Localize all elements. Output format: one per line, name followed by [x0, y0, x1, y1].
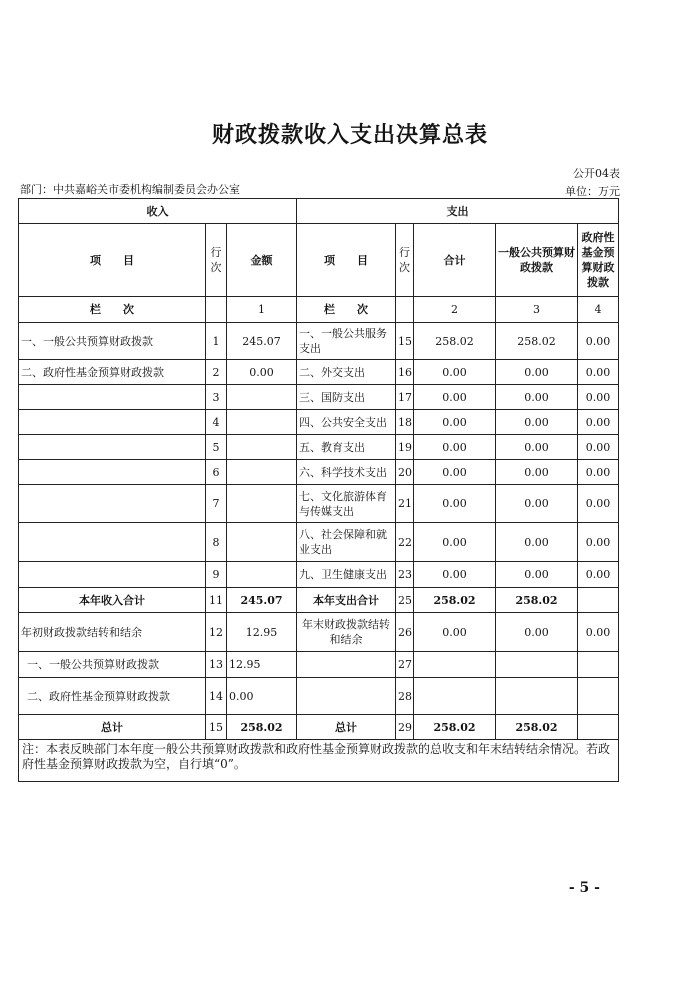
expense-fund: 0.00 [578, 435, 619, 460]
expense-row-no: 28 [396, 678, 414, 715]
expense-fund: 0.00 [578, 360, 619, 385]
income-item-header: 项 目 [19, 224, 206, 297]
expense-general: 258.02 [496, 588, 578, 613]
lanci-label: 栏 次 [297, 297, 396, 323]
expense-total: 0.00 [414, 435, 496, 460]
empty-cell [206, 297, 227, 323]
expense-fund: 0.00 [578, 323, 619, 360]
expense-item: 年末财政拨款结转和结余 [297, 613, 396, 652]
income-row-no: 15 [206, 715, 227, 740]
col-index-4: 4 [578, 297, 619, 323]
income-item: 二、政府性基金预算财政拨款 [19, 360, 206, 385]
income-amount [227, 410, 297, 435]
expense-general: 0.00 [496, 485, 578, 523]
income-amount: 12.95 [227, 613, 297, 652]
expense-fund: 0.00 [578, 485, 619, 523]
expense-total: 0.00 [414, 562, 496, 588]
col-index-1: 1 [227, 297, 297, 323]
expense-total-header: 合计 [414, 224, 496, 297]
expense-row-no: 27 [396, 652, 414, 678]
expense-fund: 0.00 [578, 385, 619, 410]
expense-grand-total-label: 总计 [297, 715, 396, 740]
expense-row-no: 23 [396, 562, 414, 588]
expense-item: 九、卫生健康支出 [297, 562, 396, 588]
income-row-no: 1 [206, 323, 227, 360]
expense-total: 258.02 [414, 715, 496, 740]
page-number: - 5 - [568, 880, 600, 896]
expense-fund [578, 678, 619, 715]
income-row-no: 6 [206, 460, 227, 485]
expense-total: 258.02 [414, 323, 496, 360]
expense-item: 六、科学技术支出 [297, 460, 396, 485]
expense-fund [578, 652, 619, 678]
table-row [19, 715, 619, 740]
income-item [19, 410, 206, 435]
table-row [19, 360, 619, 385]
expense-total: 0.00 [414, 523, 496, 562]
expense-row-no: 21 [396, 485, 414, 523]
table-row [19, 652, 619, 678]
income-amount [227, 485, 297, 523]
income-amount: 258.02 [227, 715, 297, 740]
expense-item-header: 项 目 [297, 224, 396, 297]
income-grand-total-label: 总计 [19, 715, 206, 740]
expense-total: 0.00 [414, 460, 496, 485]
expense-general [496, 678, 578, 715]
expense-general [496, 652, 578, 678]
expense-item: 三、国防支出 [297, 385, 396, 410]
income-amount: 12.95 [227, 652, 297, 678]
income-amount: 0.00 [227, 678, 297, 715]
table-row [19, 523, 619, 562]
expense-fund: 0.00 [578, 523, 619, 562]
expense-item: 八、社会保障和就业支出 [297, 523, 396, 562]
expense-total [414, 652, 496, 678]
expense-row-no: 17 [396, 385, 414, 410]
expense-fund [578, 588, 619, 613]
report-title: 财政拨款收入支出决算总表 [211, 122, 488, 148]
table-row [19, 678, 619, 715]
income-row-no: 11 [206, 588, 227, 613]
table-row [19, 562, 619, 588]
income-row-no: 14 [206, 678, 227, 715]
expense-item: 二、外交支出 [297, 360, 396, 385]
col-index-3: 3 [496, 297, 578, 323]
expense-fund: 0.00 [578, 410, 619, 435]
table-row [19, 588, 619, 613]
income-item [19, 523, 206, 562]
form-number: 公开04表 [573, 167, 620, 180]
expense-row-no: 26 [396, 613, 414, 652]
income-item: 一、一般公共预算财政拨款 [19, 323, 206, 360]
expense-total: 0.00 [414, 385, 496, 410]
expense-general: 258.02 [496, 715, 578, 740]
empty-cell [396, 297, 414, 323]
income-amount: 245.07 [227, 588, 297, 613]
table-row [19, 613, 619, 652]
expense-item: 五、教育支出 [297, 435, 396, 460]
expense-item: 七、文化旅游体育与传媒支出 [297, 485, 396, 523]
income-amount [227, 523, 297, 562]
income-amount [227, 460, 297, 485]
expense-general: 0.00 [496, 360, 578, 385]
income-item [19, 460, 206, 485]
income-item: 年初财政拨款结转和结余 [19, 613, 206, 652]
income-row-no: 9 [206, 562, 227, 588]
header-row-group [19, 199, 619, 224]
expense-subtotal-label: 本年支出合计 [297, 588, 396, 613]
expense-general: 0.00 [496, 410, 578, 435]
table-note: 注：本表反映部门本年度一般公共预算财政拨款和政府性基金预算财政拨款的总收支和年末结转结余情况。若政府性基金预算财政拨款为空，自行填“0”。 [19, 740, 619, 782]
income-item: 二、政府性基金预算财政拨款 [19, 678, 206, 715]
income-row-no: 2 [206, 360, 227, 385]
income-row-no: 13 [206, 652, 227, 678]
expense-item [297, 652, 396, 678]
expense-general: 0.00 [496, 385, 578, 410]
income-row-no: 4 [206, 410, 227, 435]
expense-fund [578, 715, 619, 740]
income-row-no: 7 [206, 485, 227, 523]
income-row-no: 5 [206, 435, 227, 460]
unit-label: 单位：万元 [565, 185, 620, 198]
expense-row-no: 15 [396, 323, 414, 360]
expense-total: 0.00 [414, 613, 496, 652]
expense-row-no: 16 [396, 360, 414, 385]
income-row-no: 12 [206, 613, 227, 652]
income-amount [227, 385, 297, 410]
income-amount [227, 435, 297, 460]
header-row-columns [19, 224, 619, 297]
income-item [19, 385, 206, 410]
income-item [19, 435, 206, 460]
expense-row-no: 18 [396, 410, 414, 435]
expense-total: 0.00 [414, 485, 496, 523]
income-amount: 245.07 [227, 323, 297, 360]
expense-item [297, 678, 396, 715]
expense-row-no: 22 [396, 523, 414, 562]
table-row [19, 410, 619, 435]
expense-general: 0.00 [496, 562, 578, 588]
table-body [19, 199, 619, 782]
expense-fund-header: 政府性基金预算财政拨款 [578, 224, 619, 297]
expense-general: 0.00 [496, 435, 578, 460]
budget-table [18, 198, 619, 782]
expense-general: 0.00 [496, 613, 578, 652]
expense-row-no: 19 [396, 435, 414, 460]
table-row [19, 460, 619, 485]
note-row [19, 740, 619, 782]
expense-item: 一、一般公共服务支出 [297, 323, 396, 360]
table-row [19, 323, 619, 360]
income-item: 一、一般公共预算财政拨款 [19, 652, 206, 678]
expense-total: 258.02 [414, 588, 496, 613]
table-row [19, 485, 619, 523]
expense-general-header: 一般公共预算财政拨款 [496, 224, 578, 297]
income-subtotal-label: 本年收入合计 [19, 588, 206, 613]
expense-row-no: 25 [396, 588, 414, 613]
expense-fund: 0.00 [578, 460, 619, 485]
expense-row-no-header: 行次 [396, 224, 414, 297]
expense-fund: 0.00 [578, 613, 619, 652]
expense-row-no: 29 [396, 715, 414, 740]
col-index-2: 2 [414, 297, 496, 323]
expense-item: 四、公共安全支出 [297, 410, 396, 435]
income-header: 收入 [19, 199, 297, 224]
expense-general: 0.00 [496, 523, 578, 562]
income-amount [227, 562, 297, 588]
expense-total [414, 678, 496, 715]
expense-header: 支出 [297, 199, 619, 224]
income-amount-header: 金额 [227, 224, 297, 297]
expense-total: 0.00 [414, 410, 496, 435]
income-row-no-header: 行次 [206, 224, 227, 297]
column-index-row [19, 297, 619, 323]
expense-general: 0.00 [496, 460, 578, 485]
expense-total: 0.00 [414, 360, 496, 385]
expense-fund: 0.00 [578, 562, 619, 588]
table-row [19, 385, 619, 410]
expense-general: 258.02 [496, 323, 578, 360]
income-item [19, 485, 206, 523]
income-row-no: 8 [206, 523, 227, 562]
department-label: 部门：中共嘉峪关市委机构编制委员会办公室 [20, 183, 240, 196]
lanci-label: 栏 次 [19, 297, 206, 323]
table-row [19, 435, 619, 460]
income-item [19, 562, 206, 588]
income-amount: 0.00 [227, 360, 297, 385]
expense-row-no: 20 [396, 460, 414, 485]
income-row-no: 3 [206, 385, 227, 410]
